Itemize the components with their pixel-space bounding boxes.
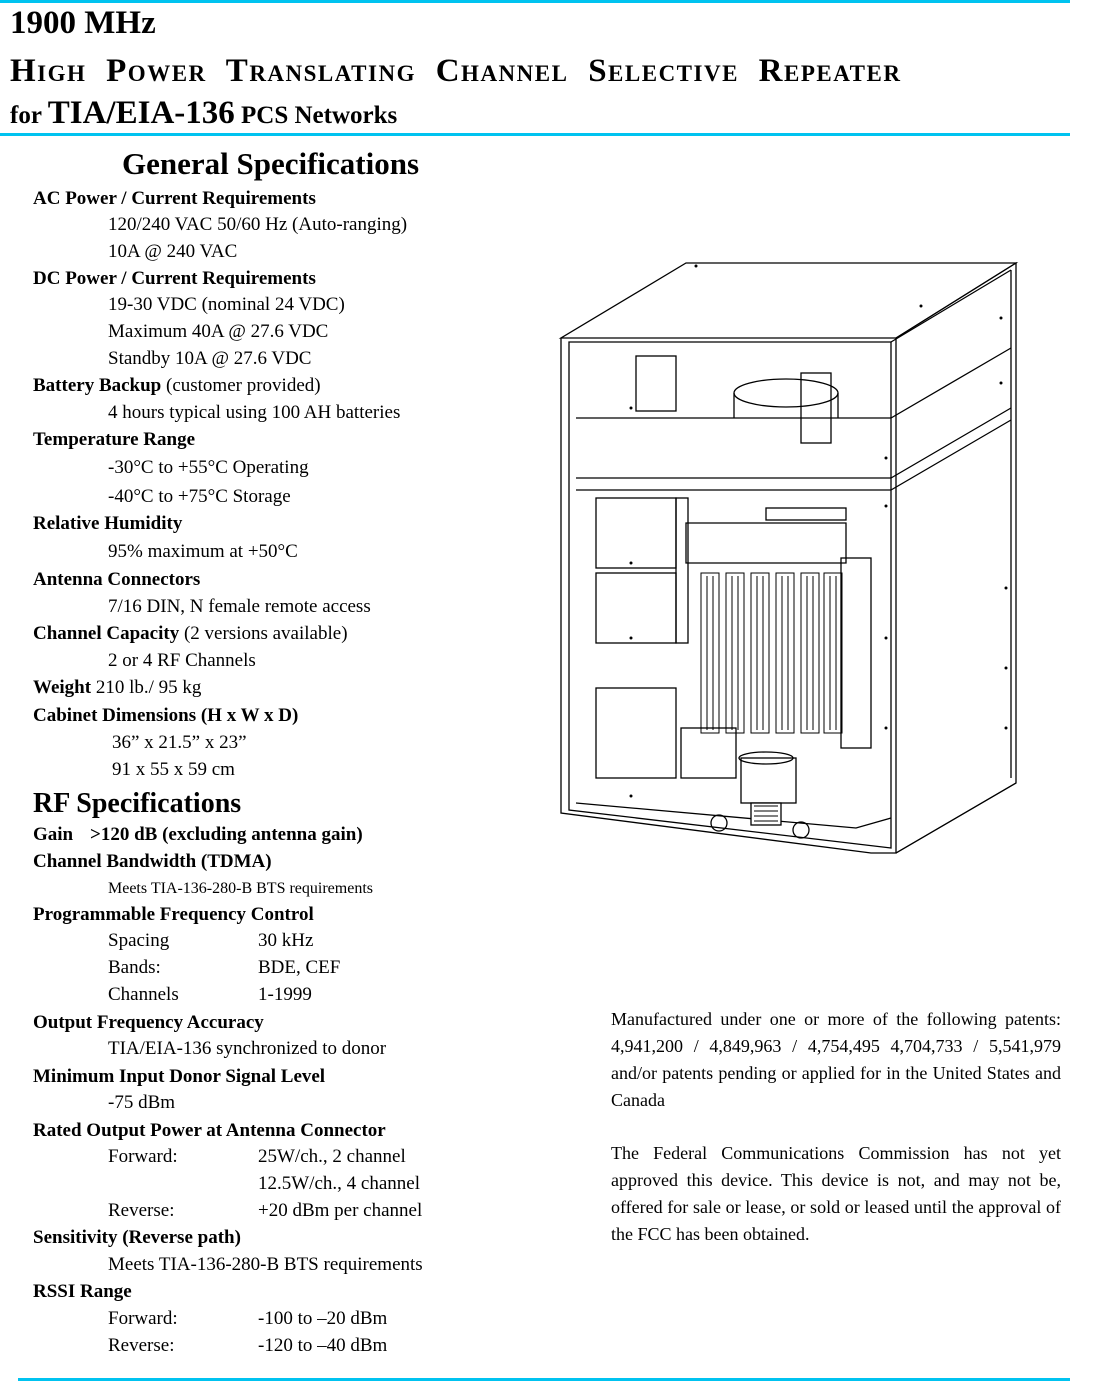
spec-row bbox=[108, 1308, 388, 1330]
dc-power-heading: DC Power / Current Requirements bbox=[33, 268, 316, 289]
output-power-heading: Rated Output Power at Antenna Connector bbox=[33, 1120, 386, 1141]
spec-row bbox=[108, 984, 312, 1006]
battery-heading: Battery Backup bbox=[33, 375, 162, 396]
channel-capacity-line bbox=[33, 623, 348, 645]
row-label: Channels bbox=[108, 984, 179, 1005]
row-value: -100 to –20 dBm bbox=[258, 1308, 388, 1329]
dimensions-heading: Cabinet Dimensions (H x W x D) bbox=[33, 705, 299, 726]
rf-specs-title: RF Specifications bbox=[33, 788, 242, 819]
sensitivity-heading: Sensitivity (Reverse path) bbox=[33, 1227, 241, 1248]
row-value: 25W/ch., 2 channel bbox=[258, 1146, 406, 1167]
row-value: 1-1999 bbox=[258, 984, 312, 1005]
spec-line: 4 hours typical using 100 AH batteries bbox=[108, 402, 401, 423]
row-label: Reverse: bbox=[108, 1335, 175, 1356]
bottom-rule bbox=[18, 1378, 1070, 1381]
spec-line: 36” x 21.5” x 23” bbox=[112, 732, 247, 753]
weight-value: 210 lb./ 95 kg bbox=[91, 677, 202, 698]
min-input-heading: Minimum Input Donor Signal Level bbox=[33, 1066, 326, 1087]
spec-line: Meets TIA-136-280-B BTS requirements bbox=[108, 880, 373, 897]
row-value: 30 kHz bbox=[258, 930, 314, 951]
top-rule bbox=[0, 0, 1070, 3]
spec-line: Meets TIA-136-280-B BTS requirements bbox=[108, 1254, 423, 1275]
gain-value: >120 dB (excluding antenna gain) bbox=[90, 824, 363, 845]
channel-capacity-note: (2 versions available) bbox=[179, 623, 348, 644]
row-value: 12.5W/ch., 4 channel bbox=[258, 1173, 420, 1194]
row-value: BDE, CEF bbox=[258, 957, 341, 978]
spec-line: 10A @ 240 VAC bbox=[108, 241, 238, 262]
spec-line: TIA/EIA-136 synchronized to donor bbox=[108, 1038, 387, 1059]
temperature-heading: Temperature Range bbox=[33, 429, 196, 450]
spec-line: 2 or 4 RF Channels bbox=[108, 650, 256, 671]
spec-row bbox=[108, 930, 314, 952]
weight-line bbox=[33, 677, 201, 699]
accuracy-heading: Output Frequency Accuracy bbox=[33, 1012, 264, 1033]
ac-power-heading: AC Power / Current Requirements bbox=[33, 188, 316, 209]
spec-row bbox=[108, 1146, 406, 1168]
rssi-heading: RSSI Range bbox=[33, 1281, 132, 1302]
spec-line: Maximum 40A @ 27.6 VDC bbox=[108, 321, 329, 342]
header-network bbox=[10, 94, 397, 135]
cabinet-illustration bbox=[556, 258, 1026, 858]
spec-line: -40°C to +75°C Storage bbox=[108, 486, 291, 507]
header-product-name: High Power Translating Channel Selective Repeater bbox=[10, 53, 902, 89]
gain-label: Gain bbox=[33, 824, 74, 845]
row-label: Reverse: bbox=[108, 1200, 175, 1221]
row-label: Forward: bbox=[108, 1308, 178, 1329]
header-suffix: PCS Networks bbox=[234, 102, 398, 129]
battery-heading-line bbox=[33, 375, 321, 397]
spec-line: -75 dBm bbox=[108, 1092, 176, 1113]
row-label: Bands: bbox=[108, 957, 161, 978]
header-frequency: 1900 MHz bbox=[10, 5, 156, 41]
battery-note: (customer provided) bbox=[161, 375, 321, 396]
spec-line: 91 x 55 x 59 cm bbox=[112, 759, 235, 780]
spec-line: -30°C to +55°C Operating bbox=[108, 457, 309, 478]
humidity-heading: Relative Humidity bbox=[33, 513, 183, 534]
header-standard: TIA/EIA-136 bbox=[47, 95, 235, 131]
spec-line: 19-30 VDC (nominal 24 VDC) bbox=[108, 294, 345, 315]
spec-row bbox=[108, 1335, 388, 1357]
row-label: Spacing bbox=[108, 930, 170, 951]
spec-line: Standby 10A @ 27.6 VDC bbox=[108, 348, 312, 369]
bandwidth-heading: Channel Bandwidth (TDMA) bbox=[33, 851, 272, 872]
row-value: -120 to –40 dBm bbox=[258, 1335, 388, 1356]
header-prefix: for bbox=[10, 102, 48, 129]
spec-row bbox=[108, 957, 341, 979]
fcc-notice: The Federal Communications Commission has not yet approved this device. This device is not, and may not be, offered for sale or lease, or sold or leased until the approval of the FCC has been obtained. bbox=[611, 1143, 1061, 1244]
patents-notice: Manufactured under one or more of the following patents: 4,941,200 / 4,849,963 / 4,754,495 4,704,733 / 5,541,979 and/or patents pending or applied for in the United States and Canada bbox=[611, 1009, 1061, 1110]
spec-line: 7/16 DIN, N female remote access bbox=[108, 596, 371, 617]
spec-line: 120/240 VAC 50/60 Hz (Auto-ranging) bbox=[108, 214, 408, 235]
weight-heading: Weight bbox=[33, 677, 92, 698]
freq-control-heading: Programmable Frequency Control bbox=[33, 904, 314, 925]
spec-line: 95% maximum at +50°C bbox=[108, 541, 298, 562]
general-specs-title: General Specifications bbox=[122, 146, 420, 181]
antenna-heading: Antenna Connectors bbox=[33, 569, 201, 590]
legal-notes bbox=[611, 1006, 1061, 1274]
row-value: +20 dBm per channel bbox=[258, 1200, 423, 1221]
channel-capacity-heading: Channel Capacity bbox=[33, 623, 180, 644]
spec-row bbox=[108, 1200, 423, 1222]
row-label: Forward: bbox=[108, 1146, 178, 1167]
